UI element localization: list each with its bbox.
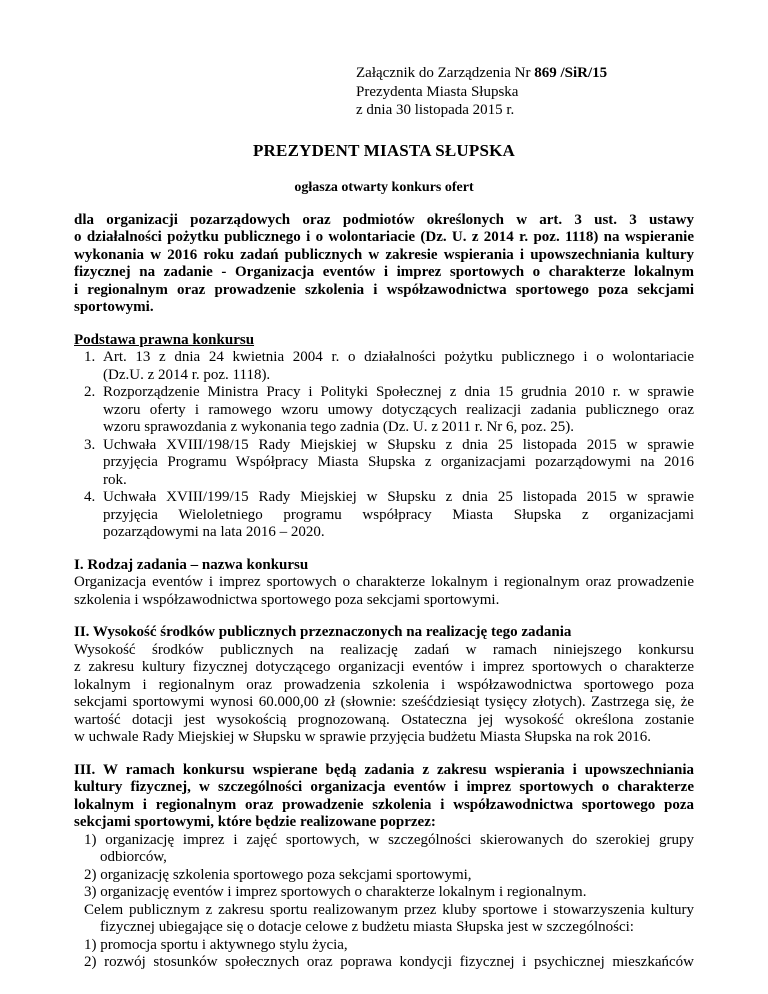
section-1-heading: I. Rodzaj zadania – nazwa konkursu: [74, 556, 309, 573]
attachment-line-3: z dnia 30 listopada 2015 r.: [356, 102, 515, 118]
section-2-heading: II. Wysokość środków publicznych przeznaczonych na realizację tego zadania: [74, 624, 572, 640]
section-2: [74, 624, 694, 747]
legal-basis-section: [74, 332, 694, 542]
intro-paragraph: dla organizacji pozarządowych oraz podmiotów określonych w art. 3 ust. 3 ustawy o działalności pożytku publicznego i o wolontariacie (Dz. U. z 2014 r. poz. 1118) na wspieranie wykonania w 2016 roku zadań publicznych w zakresie wspierania i upowszechniania kultury fizycznej na zadanie - Organizacja eventów i imprez sportowych o charakterze lokalnym i regionalnym oraz prowadzenie szkolenia i współzawodnictwa sportowego poza sekcjami sportowymi.: [74, 211, 694, 315]
list-item: 3) organizację eventów i imprez sportowych o charakterze lokalnym i regionalnym.: [84, 884, 587, 900]
list-item: 4. Uchwała XVIII/199/15 Rady Miejskiej w Słupsku z dnia 25 listopada 2015 w sprawie przyjęcia Wieloletniego programu współpracy Miasta Słupska z organizacjami pozarządowymi na lata 2016 – 2020.: [84, 489, 694, 540]
announce-line: ogłasza otwarty konkurs ofert: [294, 180, 474, 195]
section-3-items: [74, 832, 694, 972]
attachment-line-1: Załącznik do Zarządzenia Nr 869 /SiR/15: [356, 65, 608, 81]
list-item: 2. Rozporządzenie Ministra Pracy i Polityki Społecznej z dnia 15 grudnia 2010 r. w sprawie wzoru oferty i ramowego wzoru umowy dotyczących realizacji zadania publicznego oraz wzoru sprawozdania z wykonania tego zadnia (Dz. U. z 2011 r. Nr 6, poz. 25).: [84, 384, 694, 435]
section-3: [74, 762, 694, 972]
list-item: 2) organizację szkolenia sportowego poza sekcjami sportowymi,: [84, 866, 472, 883]
list-item: 3. Uchwała XVIII/198/15 Rady Miejskiej w Słupsku z dnia 25 listopada 2015 w sprawie przyjęcia Programu Współpracy Miasta Słupska z organizacjami pozarządowymi na 2016 rok.: [84, 436, 694, 488]
order-number: 869 /SiR/15: [534, 65, 608, 81]
attachment-line-2: Prezydenta Miasta Słupska: [356, 83, 519, 100]
legal-basis-heading: Podstawa prawna konkursu: [74, 331, 255, 348]
section-1: [74, 557, 694, 610]
section-2-body: Wysokość środków publicznych na realizację zadań w ramach niniejszego konkursu z zakresu kultury fizycznej dotyczącego organizacji eventów i imprez sportowych o charakterze lokalnym i regionalnym oraz prowadzenia szkolenia i współzawodnictwa sportowego poza sekcjami sportowymi wynosi 60.000,00 zł (słownie: sześćdziesiąt tysięcy złotych). Zastrzega się, że wartość dotacji jest wysokością prognozowaną. Ostateczna jej wysokość określona zostanie w uchwale Rady Miejskiej w Słupsku w sprawie przyjęcia budżetu Miasta Słupska na rok 2016.: [74, 641, 694, 745]
list-item: 2) rozwój stosunków społecznych oraz poprawa kondycji fizycznej i psychicznej mieszkańców: [84, 954, 694, 970]
goal-paragraph: Celem publicznym z zakresu sportu realizowanym przez kluby sportowe i stowarzyszenia kultury fizycznej ubiegające się o dotacje celowe z budżetu miasta Słupska jest w szczególności:: [84, 901, 694, 935]
attachment-header: [356, 64, 694, 120]
list-item: 1. Art. 13 z dnia 24 kwietnia 2004 r. o działalności pożytku publicznego i o wolontariacie (Dz.U. z 2014 r. poz. 1118).: [84, 349, 694, 383]
list-item: 1) promocja sportu i aktywnego stylu życia,: [84, 936, 348, 953]
section-1-body: Organizacja eventów i imprez sportowych o charakterze lokalnym i regionalnym oraz prowadzenie szkolenia i współzawodnictwa sportowego poza sekcjami sportowymi.: [74, 574, 694, 608]
section-3-heading: III. W ramach konkursu wspierane będą zadania z zakresu wspierania i upowszechniania kultury fizycznej, w szczególności organizacja eventów i imprez sportowych o charakterze lokalnym i regionalnym oraz prowadzenie szkolenia i współzawodnictwa sportowego poza sekcjami sportowymi, które będzie realizowane poprzez:: [74, 761, 694, 830]
document-title: PREZYDENT MIASTA SŁUPSKA: [252, 140, 516, 160]
list-item: 1) organizację imprez i zajęć sportowych, w szczególności skierowanych do szerokiej grupy odbiorców,: [84, 831, 694, 865]
legal-basis-list: [74, 349, 694, 542]
document-page: [74, 64, 694, 972]
